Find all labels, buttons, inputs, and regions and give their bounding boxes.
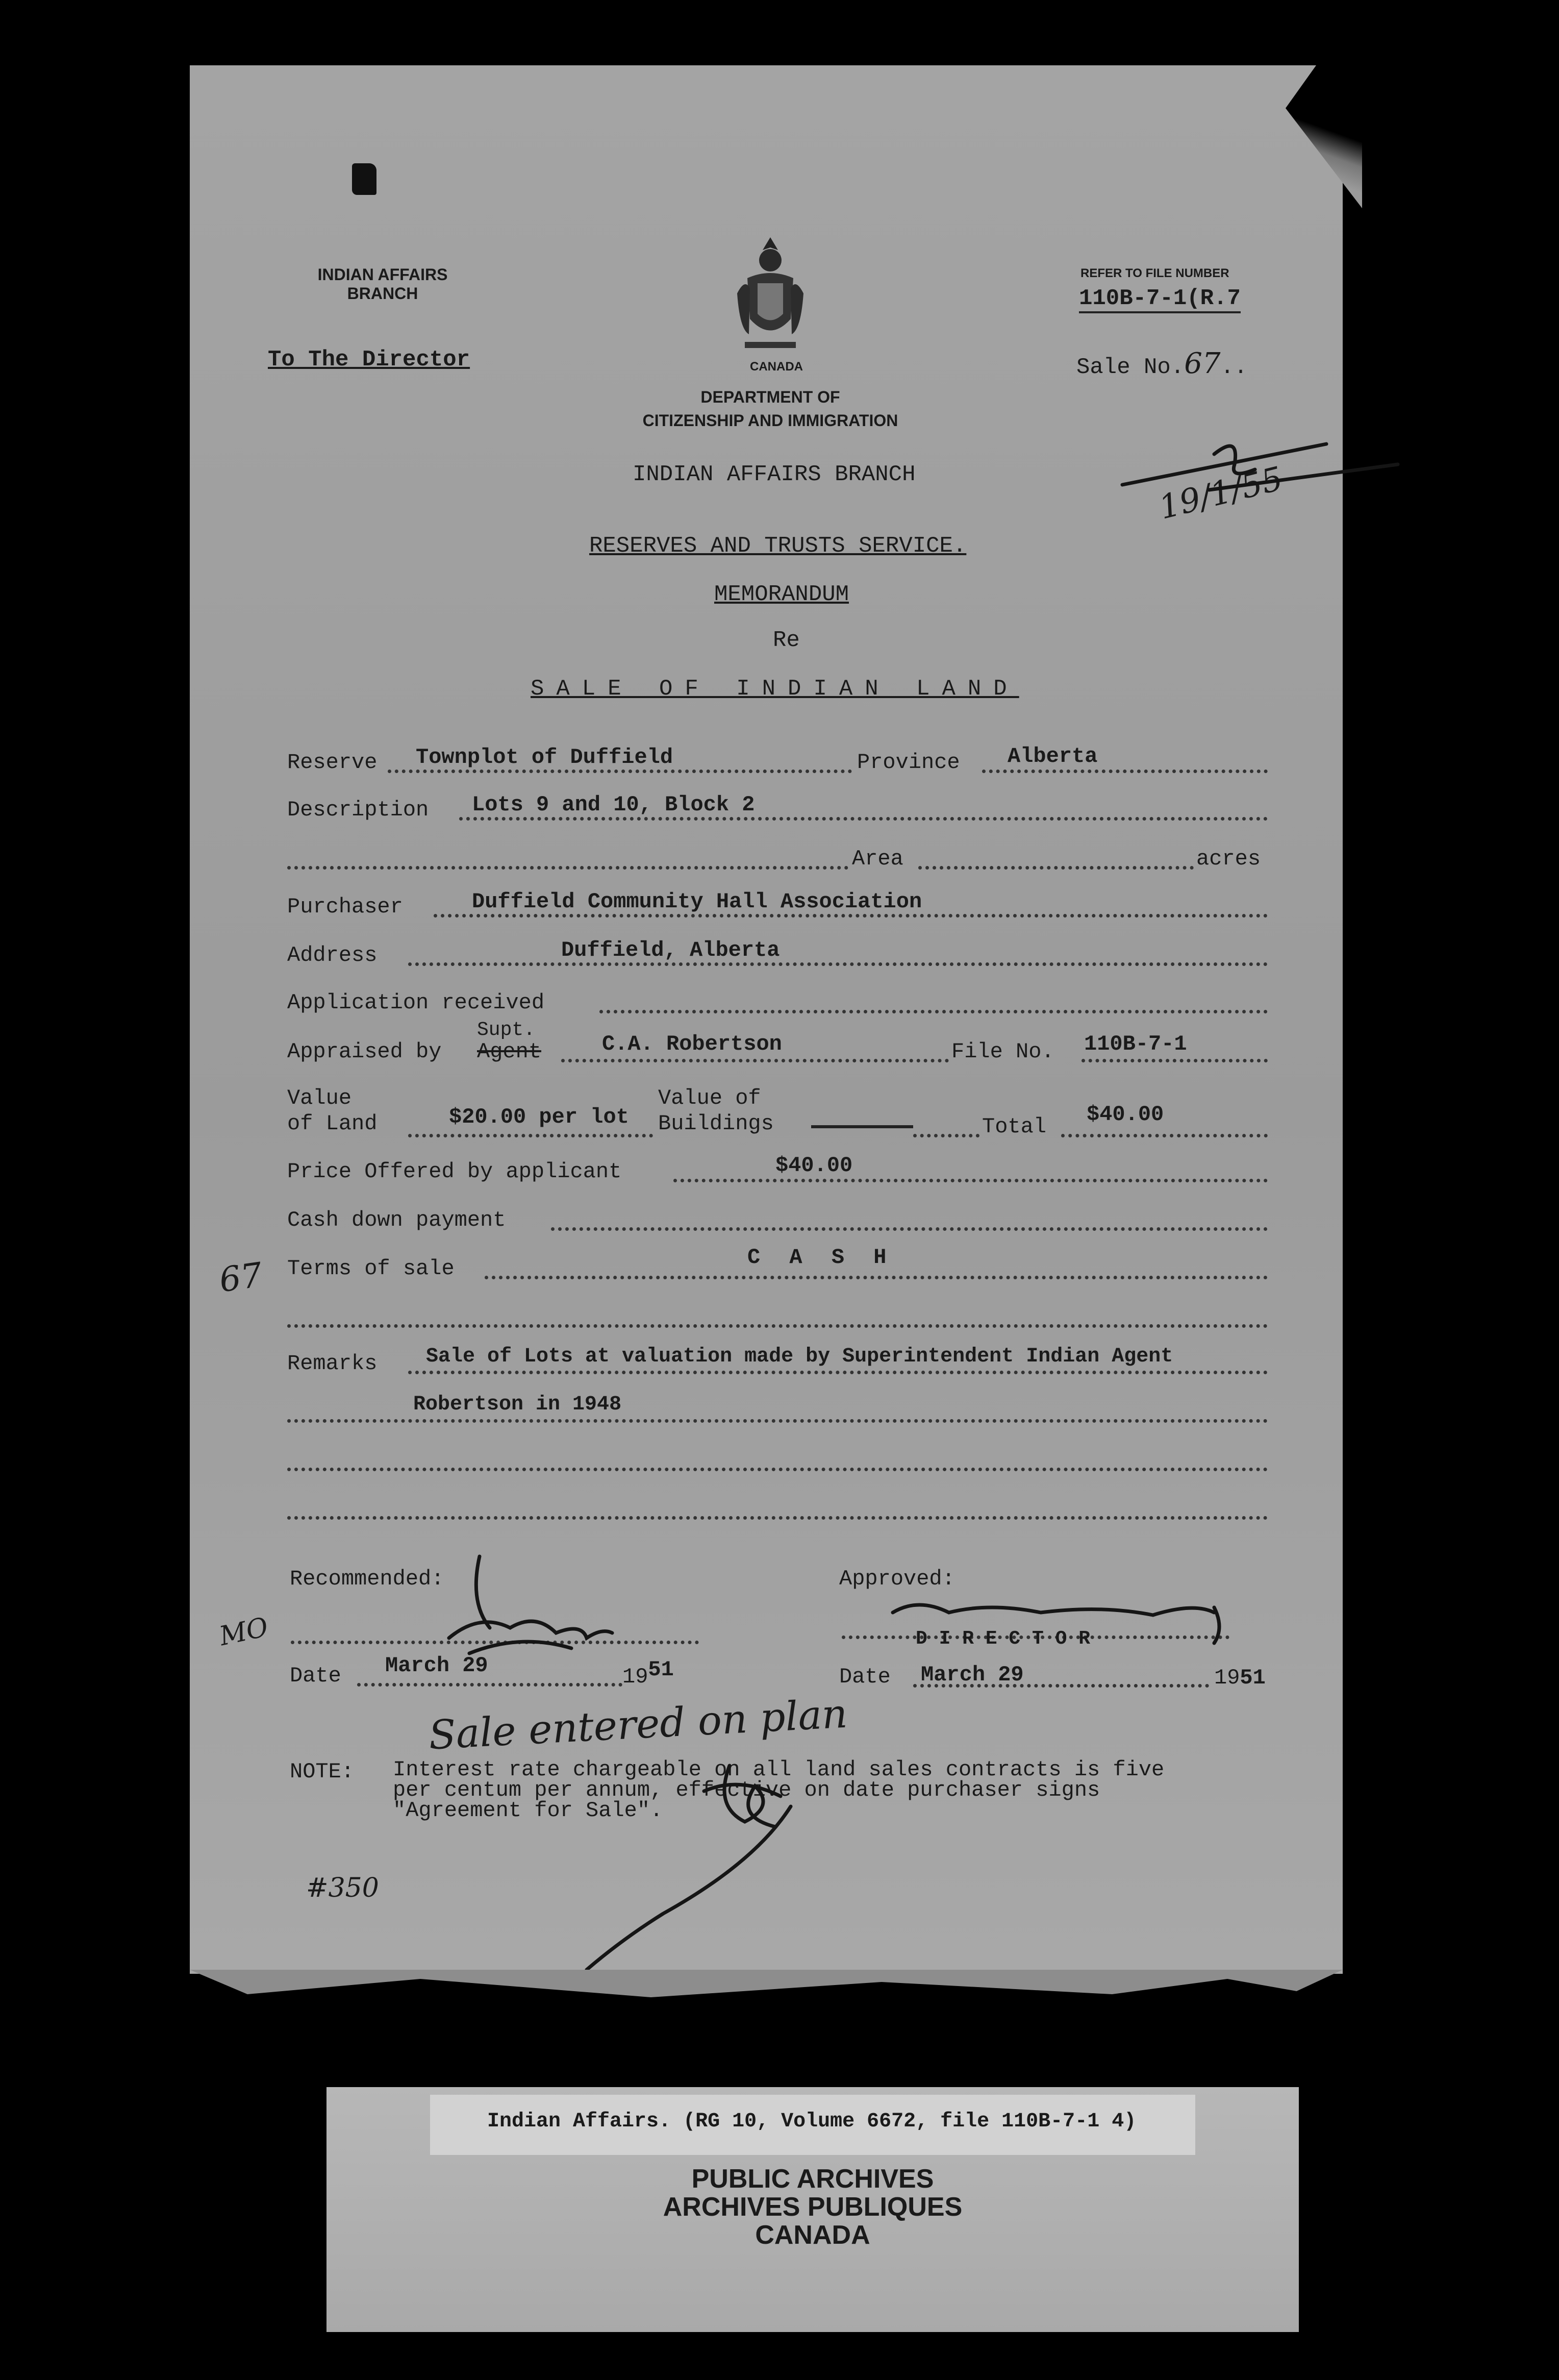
approved-label: Approved: [839,1567,955,1591]
letterhead-branch: INDIAN AFFAIRS BRANCH [317,265,448,303]
remarks-dots-3 [287,1468,1268,1471]
price-label: Price Offered by applicant [287,1159,622,1184]
archive-line-3: CANADA [755,2220,870,2250]
subject-heading: SALE OF INDIAN LAND [531,676,1019,702]
file-number: 110B-7-1(R.7 [1079,286,1241,313]
province-dots [982,770,1268,773]
purchaser-value: Duffield Community Hall Association [472,889,922,914]
note-text: Interest rate chargeable on all land sales contracts is five per centum per annum, effective on date purchaser signs "Agreement for Sale". [393,1757,1165,1823]
acres-label: acres [1196,847,1261,871]
handwritten-note: Sale entered on plan [428,1691,849,1759]
recommended-date-value: March 29 [385,1653,488,1678]
remarks-label: Remarks [287,1351,378,1376]
canada-crest-icon [735,232,806,360]
archive-citation: Indian Affairs. (RG 10, Volume 6672, file 110B-7-1 4) [487,2110,1137,2133]
recommended-year: 1951 [622,1657,674,1689]
area-lead-dots [287,866,848,870]
price-value: $40.00 [775,1153,853,1178]
value-buildings-dots [913,1134,979,1137]
branch-heading: INDIAN AFFAIRS BRANCH [633,462,916,487]
file-no-label: File No. [951,1039,1054,1064]
director-label: D I R E C T O R [916,1628,1091,1650]
appraised-title: Supt. [477,1019,536,1041]
recommended-signature [418,1551,663,1669]
recommended-date: Date [290,1664,341,1688]
address-label: Address [287,943,378,968]
address-dots [408,962,1268,966]
remarks-dots-1 [408,1371,1268,1374]
total-label: Total [982,1114,1047,1139]
reserve-dots [388,770,852,773]
recommended-initials: MO [216,1612,271,1652]
to-director: To The Director [268,347,470,373]
description-dots [459,817,1268,821]
appraised-label: Appraised by [287,1039,442,1064]
total-dots [1061,1134,1268,1137]
date-stamp: 19/1/55 [1155,460,1287,527]
terms-label: Terms of sale [287,1256,455,1281]
remarks-dots-4 [287,1516,1268,1520]
province-label: Province [857,750,960,775]
appraised-value: C.A. Robertson [602,1032,782,1056]
reserve-label: Reserve [287,750,378,775]
value-land-value: $20.00 per lot [449,1105,629,1129]
department-name: DEPARTMENT OF CITIZENSHIP AND IMMIGRATION [642,388,898,430]
file-no-value: 110B-7-1 [1084,1032,1187,1056]
margin-note: 67 [217,1255,265,1300]
initials-signature-top [1112,434,1418,510]
refer-label: REFER TO FILE NUMBER [1080,266,1229,280]
total-value: $40.00 [1087,1102,1164,1127]
remarks-line2: Robertson in 1948 [413,1393,622,1416]
note-label: NOTE: [290,1759,355,1784]
address-value: Duffield, Alberta [561,938,780,962]
staple-mark [352,163,376,195]
area-dots [918,866,1194,870]
service-heading: RESERVES AND TRUSTS SERVICE. [589,533,967,559]
cash-down-label: Cash down payment [287,1208,506,1232]
recommended-label: Recommended: [290,1567,444,1591]
area-label: Area [852,847,903,871]
approved-date-value: March 29 [921,1663,1024,1687]
archive-line-2: ARCHIVES PUBLIQUES [663,2192,963,2222]
purchaser-label: Purchaser [287,895,403,919]
value-land-dots [408,1134,653,1137]
description-label: Description [287,798,429,822]
reserve-value: Townplot of Duffield [416,745,673,770]
recommended-date-dots [357,1683,622,1687]
approved-year: 1951 [1214,1666,1266,1690]
province-value: Alberta [1008,744,1098,768]
terms-value: C A S H [747,1245,895,1270]
paper-bottom-edge [190,1970,1343,2000]
value-buildings-label: Value of Buildings [658,1086,774,1136]
description-value: Lots 9 and 10, Block 2 [472,792,755,817]
sale-number: Sale No.67.. [1076,347,1248,380]
terms-extra-dots [287,1324,1268,1328]
appraised-dots [561,1059,949,1062]
remarks-dots-2 [287,1419,1268,1423]
application-dots [599,1010,1268,1013]
price-dots [673,1179,1268,1182]
re-heading: Re [773,628,800,653]
note-scribble-signature [561,1745,847,1980]
canada-label: CANADA [750,360,803,374]
value-land-label: Value of Land [287,1086,378,1136]
archive-line-1: PUBLIC ARCHIVES [691,2164,934,2194]
file-no-dots [1082,1059,1268,1062]
terms-dots [485,1276,1268,1279]
purchaser-dots [434,914,1268,918]
footer-mark: #350 [306,1873,379,1903]
appraised-struck: Agent [477,1039,542,1064]
application-label: Application received [287,990,545,1015]
approved-date: Date [839,1665,891,1689]
remarks-line1: Sale of Lots at valuation made by Superintendent Indian Agent [426,1345,1173,1368]
buildings-dash [811,1125,913,1128]
memorandum-heading: MEMORANDUM [714,582,849,607]
cash-down-dots [551,1227,1268,1231]
